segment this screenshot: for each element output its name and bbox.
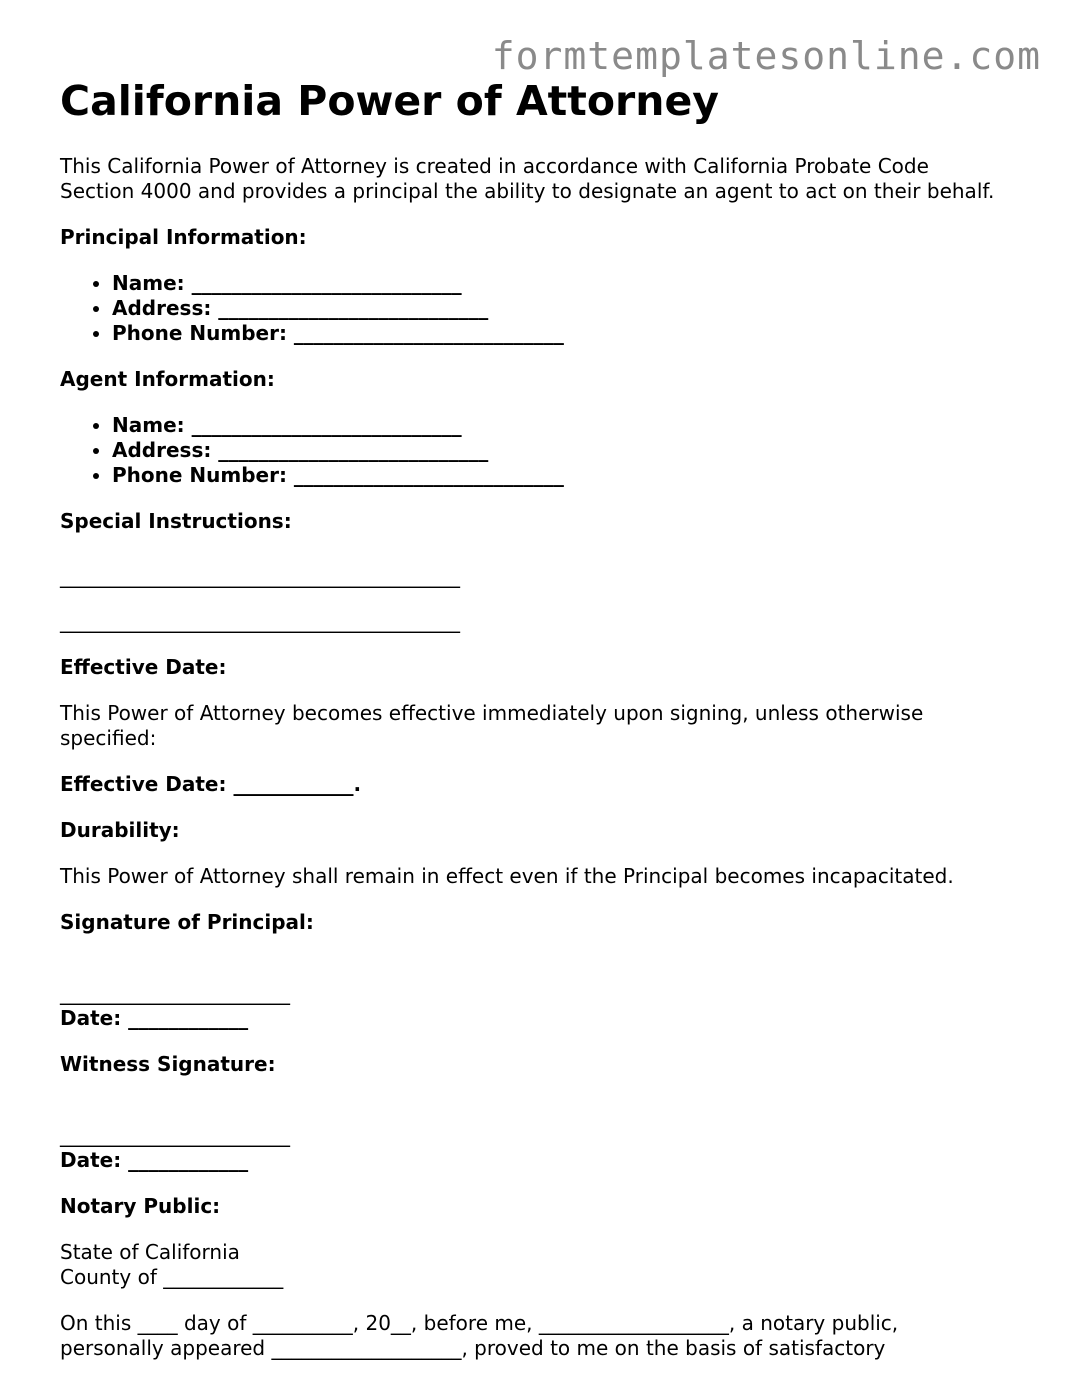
intro-paragraph: This California Power of Attorney is created in accordance with California Probate Code Section 4000 and provides a principal the ability to designate an agent to act on their behalf. bbox=[60, 154, 995, 203]
notary-state: State of California bbox=[60, 1240, 240, 1264]
principal-name-field[interactable]: • Name: ___________________________ bbox=[112, 271, 1020, 296]
agent-address-field[interactable]: • Address: ___________________________ bbox=[112, 438, 1020, 463]
principal-phone-field[interactable]: • Phone Number: ___________________________ bbox=[112, 321, 1020, 346]
notary-statement-line-1: On this ____ day of __________, 20__, before me, ___________________, a notary public, bbox=[60, 1311, 899, 1335]
durability-text: This Power of Attorney shall remain in effect even if the Principal becomes incapacitated. bbox=[60, 864, 954, 888]
page-title: California Power of Attorney bbox=[60, 77, 719, 125]
principal-signature-date[interactable]: Date: ____________ bbox=[60, 1006, 249, 1030]
watermark: formtemplatesonline.com bbox=[491, 34, 1041, 78]
witness-signature-line[interactable]: _______________________ bbox=[60, 1123, 290, 1147]
document bbox=[60, 74, 1020, 1361]
notary-heading: Notary Public: bbox=[60, 1194, 221, 1218]
principal-address-field[interactable]: • Address: ___________________________ bbox=[112, 296, 1020, 321]
agent-fields-list bbox=[60, 413, 1020, 488]
principal-fields-list bbox=[60, 271, 1020, 346]
principal-signature-heading: Signature of Principal: bbox=[60, 910, 314, 934]
agent-name-field[interactable]: • Name: ___________________________ bbox=[112, 413, 1020, 438]
agent-heading: Agent Information: bbox=[60, 367, 275, 391]
effective-date-heading: Effective Date: bbox=[60, 655, 227, 679]
notary-county-field[interactable]: County of ____________ bbox=[60, 1265, 284, 1289]
durability-heading: Durability: bbox=[60, 818, 180, 842]
principal-signature-line[interactable]: _______________________ bbox=[60, 981, 290, 1005]
effective-date-text: This Power of Attorney becomes effective immediately upon signing, unless otherwise specified: bbox=[60, 701, 924, 750]
special-instructions-heading: Special Instructions: bbox=[60, 509, 292, 533]
agent-phone-field[interactable]: • Phone Number: ___________________________ bbox=[112, 463, 1020, 488]
special-instructions-line-2[interactable]: ________________________________________ bbox=[60, 609, 460, 633]
witness-signature-date[interactable]: Date: ____________ bbox=[60, 1148, 249, 1172]
notary-statement-line-2: personally appeared ___________________, proved to me on the basis of satisfactory bbox=[60, 1336, 886, 1360]
witness-signature-heading: Witness Signature: bbox=[60, 1052, 276, 1076]
principal-heading: Principal Information: bbox=[60, 225, 307, 249]
special-instructions-line-1[interactable]: ________________________________________ bbox=[60, 564, 460, 588]
effective-date-field[interactable]: Effective Date: ____________. bbox=[60, 772, 362, 796]
